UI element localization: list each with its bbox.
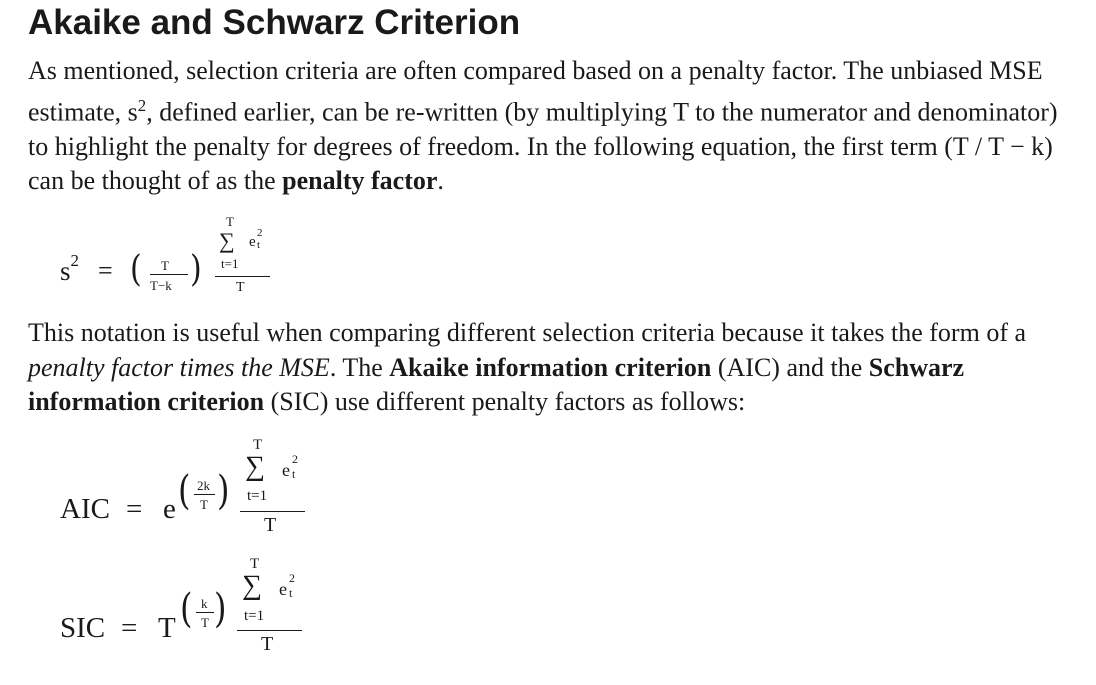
sic-left-paren: ( <box>180 584 193 632</box>
aic-summand: e 2 t <box>282 452 298 481</box>
equals-sign: = <box>98 256 113 285</box>
criteria-text-3: (AIC) and the <box>711 352 869 382</box>
left-paren: ( <box>130 248 142 291</box>
s2-superscript: 2 <box>137 95 147 115</box>
aic-sum-upper: T <box>253 437 263 453</box>
aic-left-paren: ( <box>178 466 191 514</box>
aic-base-e: e <box>163 493 176 525</box>
sic-term: Schwarz information criterion <box>28 352 965 416</box>
aic-exp-numerator: 2k <box>197 478 210 493</box>
s2-frac-denominator: T−k <box>150 278 172 293</box>
intro-text-end: . <box>437 166 444 196</box>
sic-denominator: T <box>261 633 274 655</box>
aic-denominator: T <box>264 514 277 536</box>
sic-lhs: SIC <box>60 612 106 644</box>
aic-right-paren: ) <box>217 466 230 514</box>
penalty-factor-term: penalty factor <box>282 166 438 196</box>
aic-exp-denominator: T <box>200 497 208 512</box>
sic-exp-bar <box>196 612 214 613</box>
aic-equals: = <box>126 493 143 525</box>
intro-text-2: , defined earlier, can be re-written (by multiplying T to the numerator and denominator) to highlight the penalty for degrees of freedom. In the following equation, the first term (T / T − k) can be thought of as the <box>28 97 1058 196</box>
sic-exp-numerator: k <box>201 596 208 611</box>
s2-summand: e 2 t <box>249 227 263 251</box>
sic-right-paren: ) <box>214 584 227 632</box>
sic-summand: e 2 t <box>279 571 295 600</box>
aic-term: Akaike information criterion <box>389 352 712 382</box>
aic-sum-symbol: ∑ <box>245 451 265 482</box>
s2-sum-upper: T <box>226 214 234 229</box>
sic-equals: = <box>121 612 138 644</box>
intro-text-1: As mentioned, selection criteria are often compared based on a penalty factor. The unbiased MSE estimate, s <box>28 56 1043 127</box>
s2-lhs: $s^2$ <box>60 251 80 286</box>
sic-main-frac-bar <box>237 630 302 631</box>
s2-sum-lower: t=1 <box>221 256 239 271</box>
sic-sum-symbol: ∑ <box>242 570 262 601</box>
sic-base-t: T <box>158 612 176 644</box>
sic-sum-lower: t=1 <box>244 608 265 624</box>
criteria-text-2: . The <box>329 352 390 382</box>
aic-sum-lower: t=1 <box>247 488 268 504</box>
s2-sum-symbol: ∑ <box>219 228 235 253</box>
aic-lhs: AIC <box>60 493 110 525</box>
criteria-text-4: (SIC) use different penalty factors as follows: <box>264 387 746 416</box>
section-heading: Akaike and Schwarz Criterion <box>28 3 521 42</box>
penalty-times-mse-phrase: penalty factor times the MSE <box>28 352 330 382</box>
s2-frac-numerator: T <box>161 258 169 273</box>
s2-denominator: T <box>236 280 245 295</box>
criteria-text-1: This notation is useful when comparing different selection criteria because it takes the form of a <box>28 318 1027 347</box>
right-paren: ) <box>190 248 202 291</box>
sic-exp-denominator: T <box>201 615 209 630</box>
sic-sum-upper: T <box>250 556 260 572</box>
